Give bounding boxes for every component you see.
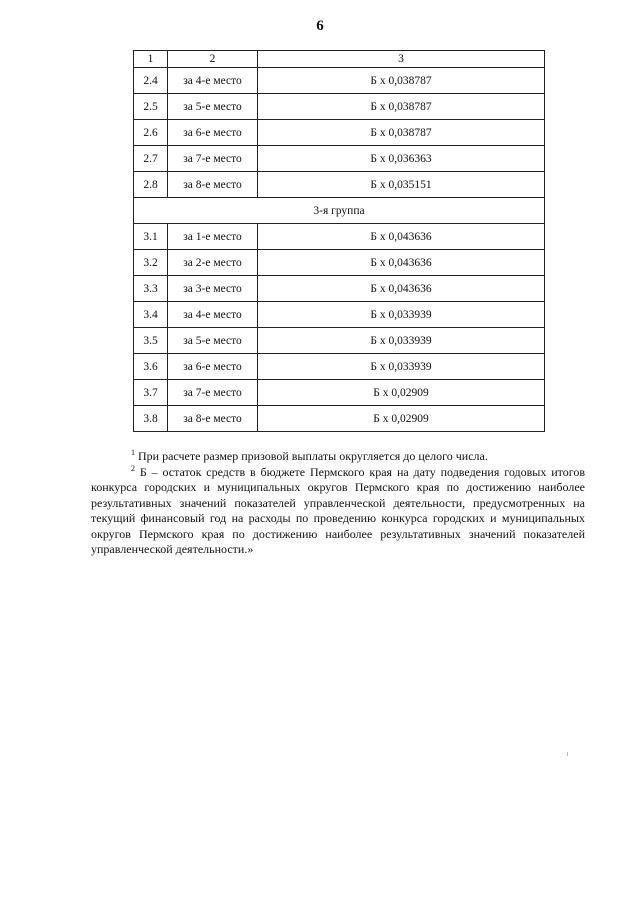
row-number: 2.5 xyxy=(134,94,168,120)
footnote-2-mark: 2 xyxy=(131,463,135,473)
table-header-row xyxy=(134,51,545,68)
scan-artifact xyxy=(567,752,568,756)
row-coefficient: Б х 0,033939 xyxy=(258,328,545,354)
table-row xyxy=(134,94,545,120)
footnote-1-mark: 1 xyxy=(131,448,135,457)
row-place: за 6-е место xyxy=(168,120,258,146)
row-coefficient: Б х 0,035151 xyxy=(258,172,545,198)
group-header-row xyxy=(134,198,545,224)
row-place: за 3-е место xyxy=(168,276,258,302)
row-number: 3.2 xyxy=(134,250,168,276)
row-number: 2.7 xyxy=(134,146,168,172)
row-place: за 4-е место xyxy=(168,68,258,94)
table-row xyxy=(134,406,545,432)
row-place: за 4-е место xyxy=(168,302,258,328)
row-number: 2.4 xyxy=(134,68,168,94)
row-coefficient: Б х 0,043636 xyxy=(258,250,545,276)
row-place: за 7-е место xyxy=(168,146,258,172)
footnote-2-text: Б – остаток средств в бюджете Пермского края на дату подведения годовых итогов конкурса городских и муниципальных округов Пермского края по достижению наиболее результативных значений показателей управленческой деятельности, предусмотренных на текущий финансовый год на расходы по проведению конкурса городских и муниципальных округов Пермского края по достижению наиболее результативных значений показателей управленческой деятельности.» xyxy=(91,464,585,556)
row-coefficient: Б х 0,033939 xyxy=(258,354,545,380)
row-number: 3.1 xyxy=(134,224,168,250)
row-number: 2.6 xyxy=(134,120,168,146)
row-number: 3.5 xyxy=(134,328,168,354)
header-col-2: 2 xyxy=(168,51,258,68)
row-coefficient: Б х 0,038787 xyxy=(258,120,545,146)
page-number: 6 xyxy=(316,18,324,34)
header-col-1: 1 xyxy=(134,51,168,68)
row-place: за 7-е место xyxy=(168,380,258,406)
footnote-2 xyxy=(91,465,585,558)
table-row xyxy=(134,68,545,94)
row-coefficient: Б х 0,036363 xyxy=(258,146,545,172)
row-number: 3.3 xyxy=(134,276,168,302)
row-number: 3.8 xyxy=(134,406,168,432)
table-row xyxy=(134,276,545,302)
table-row xyxy=(134,380,545,406)
table-row xyxy=(134,146,545,172)
table-row xyxy=(134,328,545,354)
row-place: за 8-е место xyxy=(168,172,258,198)
row-coefficient: Б х 0,043636 xyxy=(258,276,545,302)
row-place: за 8-е место xyxy=(168,406,258,432)
row-place: за 5-е место xyxy=(168,328,258,354)
row-place: за 6-е место xyxy=(168,354,258,380)
footnote-1 xyxy=(91,449,585,465)
row-place: за 5-е место xyxy=(168,94,258,120)
header-col-3: 3 xyxy=(258,51,545,68)
footnotes xyxy=(91,449,585,558)
row-coefficient: Б х 0,038787 xyxy=(258,94,545,120)
row-place: за 2-е место xyxy=(168,250,258,276)
table-row xyxy=(134,120,545,146)
table-row xyxy=(134,224,545,250)
row-coefficient: Б х 0,038787 xyxy=(258,68,545,94)
table-row xyxy=(134,250,545,276)
row-number: 3.7 xyxy=(134,380,168,406)
footnote-1-text: При расчете размер призовой выплаты округляется до целого числа. xyxy=(135,449,488,463)
row-coefficient: Б х 0,043636 xyxy=(258,224,545,250)
group-label: 3-я группа xyxy=(134,198,545,224)
prize-coefficient-table xyxy=(133,50,545,432)
row-coefficient: Б х 0,033939 xyxy=(258,302,545,328)
row-number: 3.4 xyxy=(134,302,168,328)
row-number: 2.8 xyxy=(134,172,168,198)
row-number: 3.6 xyxy=(134,354,168,380)
table-row xyxy=(134,354,545,380)
table-row xyxy=(134,172,545,198)
table-row xyxy=(134,302,545,328)
row-place: за 1-е место xyxy=(168,224,258,250)
row-coefficient: Б х 0,02909 xyxy=(258,406,545,432)
row-coefficient: Б х 0,02909 xyxy=(258,380,545,406)
